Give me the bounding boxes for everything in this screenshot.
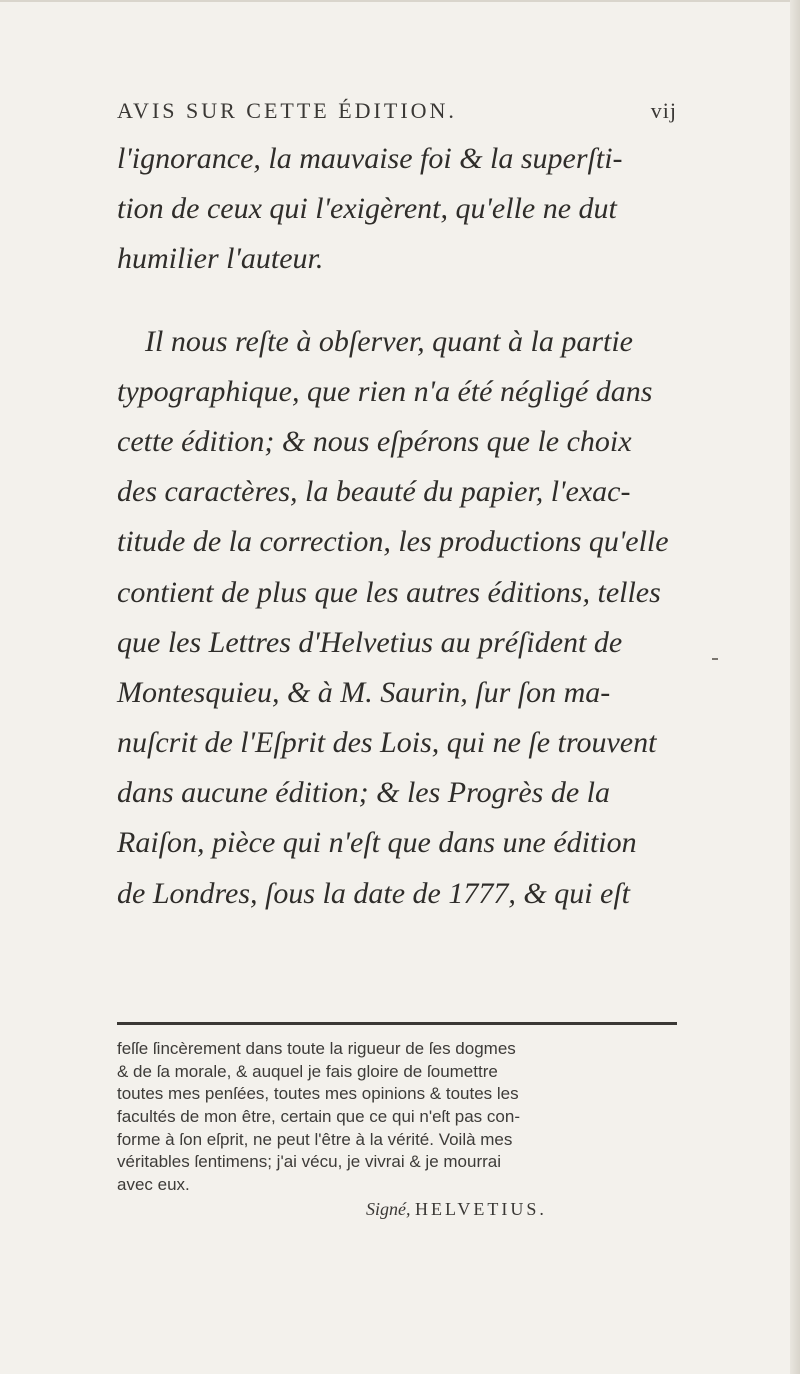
footnote-line: forme à ſon eſprit, ne peut l'être à la vérité. Voilà mes <box>117 1129 513 1149</box>
paragraph-gap <box>117 285 677 317</box>
footnote-line: avec eux. <box>117 1175 190 1195</box>
text-line: cette édition; & nous eſpérons que le choix <box>117 424 632 458</box>
author-name: HELVETIUS. <box>415 1199 547 1219</box>
text-line: Montesquieu, & à M. Saurin, ſur ſon ma- <box>117 675 611 709</box>
margin-mark <box>712 658 718 660</box>
page-number: vij <box>650 98 677 123</box>
header-title: AVIS SUR CETTE ÉDITION. <box>117 98 457 123</box>
signed-label: Signé, <box>366 1199 411 1219</box>
footnote-line: feſſe ſincèrement dans toute la rigueur de ſes dogmes <box>117 1039 516 1058</box>
text-line: dans aucune édition; & les Progrès de la <box>117 776 610 810</box>
main-text <box>117 134 677 919</box>
text-line: que les Lettres d'Helvetius au préſident de <box>117 625 623 659</box>
footnote-line: toutes mes penſées, toutes mes opinions & toutes les <box>117 1084 519 1104</box>
page-top-edge <box>0 0 800 2</box>
text-line: des caractères, la beauté du papier, l'exac- <box>117 475 631 509</box>
text-line: contient de plus que les autres éditions, telles <box>117 575 661 609</box>
text-line: tion de ceux qui l'exigèrent, qu'elle ne dut <box>117 192 617 226</box>
text-line: Raiſon, pièce qui n'eſt que dans une édition <box>117 826 637 860</box>
page-right-edge <box>790 0 800 1374</box>
footnote-line: & de ſa morale, & auquel je fais gloire de ſoumettre <box>117 1061 498 1081</box>
text-line: l'ignorance, la mauvaise foi & la superſti- <box>117 142 623 175</box>
footnote <box>117 1038 677 1197</box>
text-line: humilier l'auteur. <box>117 242 324 276</box>
text-line: nuſcrit de l'Eſprit des Lois, qui ne ſe trouvent <box>117 726 657 760</box>
running-header <box>117 98 677 132</box>
footnote-rule <box>117 1022 677 1025</box>
footnote-line: véritables ſentimens; j'ai vécu, je vivrai & je mourrai <box>117 1152 502 1172</box>
footnote-line: facultés de mon être, certain que ce qui n'eſt pas con- <box>117 1107 520 1127</box>
text-line: de Londres, ſous la date de 1777, & qui eſt <box>117 876 631 910</box>
text-line: typographique, que rien n'a été négligé dans <box>117 374 653 408</box>
text-line: titude de la correction, les productions qu'elle <box>117 525 669 559</box>
signature <box>366 1199 547 1220</box>
text-line: Il nous reſte à obſerver, quant à la partie <box>145 324 633 358</box>
